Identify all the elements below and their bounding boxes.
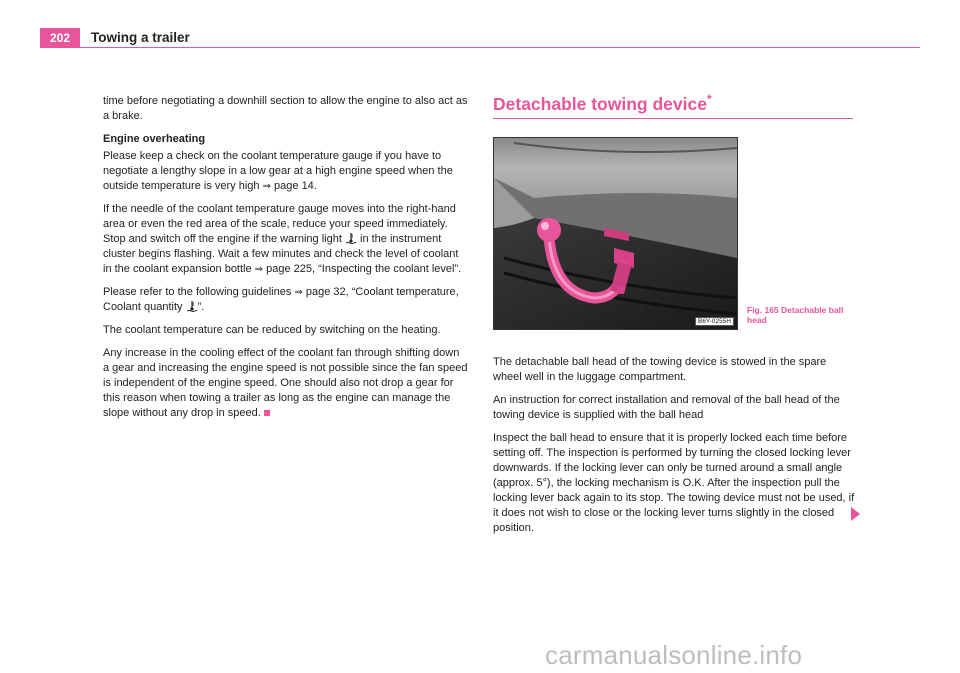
overheat-paragraph-1 [103, 149, 468, 194]
page-ref-link[interactable]: page 225, “Inspecting the coolant level”. [263, 263, 462, 275]
arrow-icon: ⇒ [294, 287, 303, 298]
towing-device-figure [493, 137, 738, 330]
header-divider [40, 47, 920, 48]
coolant-warning-icon [345, 232, 357, 244]
text-run: Please refer to the following guidelines [103, 286, 295, 298]
text-run: Any increase in the cooling effect of the coolant fan through shifting down a gear and increasing the engine speed is not possible since the fan speed is independent of the engine speed. One should also not drop a gear for this reason when towing a trailer as long as the engine can manage the slope without any drop in speed. [103, 347, 468, 419]
right-column [493, 355, 855, 544]
text-run: Please keep a check on the coolant temperature gauge if you have to negotiate a lengthy slope in a low gear at a high engine speed when the outside temperature is very high [103, 150, 453, 192]
figure-code: B6Y-0255H [695, 317, 734, 326]
instruction-paragraph: An instruction for correct installation and removal of the ball head of the towing device is supplied with the ball head [493, 394, 840, 421]
page-ref-link[interactable]: page 32, “Coolant temperature, Coolant quantity [103, 286, 459, 313]
text-run: If the needle of the coolant temperature gauge moves into the right-hand area or even the red area of the scale, reduce your speed immediately. Stop and switch off the engine if the warning light [103, 203, 456, 245]
coolant-level-icon [186, 300, 198, 312]
section-divider [493, 118, 853, 119]
heating-paragraph: The coolant temperature can be reduced by switching on the heating. [103, 324, 441, 336]
intro-paragraph: time before negotiating a downhill section to allow the engine to also act as a brake. [103, 95, 468, 122]
section-title-text: Detachable towing device [493, 93, 707, 114]
inspection-paragraph: Inspect the ball head to ensure that it is properly locked each time before setting off. The inspection is performed by turning the closed locking lever downwards. If the locking lever can only be turned around a small angle (approx. 5°), the locking mechanism is O.K. After the inspection pull the locking lever back again to its stop. The towing device must not be used, if it does not wish to close or the locking lever turns slightly in the closed position. [493, 432, 855, 534]
page-header-title: Towing a trailer [91, 30, 190, 45]
section-end-marker [264, 410, 270, 416]
section-title [493, 92, 712, 115]
overheat-heading: Engine overheating [103, 133, 206, 145]
text-run: in the instrument cluster begins flashing. Wait a few minutes and check the level of coolant in the coolant expansion bottle [103, 233, 459, 275]
overheat-paragraph-2 [103, 202, 468, 277]
arrow-icon: ⇒ [254, 264, 264, 275]
overheat-paragraph-3 [103, 285, 468, 315]
ball-head-illustration [494, 138, 737, 329]
fan-paragraph [103, 346, 468, 421]
figure-caption: Fig. 165 Detachable ball head [747, 305, 844, 325]
page-number: 202 [40, 28, 80, 48]
left-column [103, 94, 468, 429]
text-run: ”. [197, 301, 205, 313]
stowage-paragraph: The detachable ball head of the towing device is stowed in the spare wheel well in the luggage compartment. [493, 356, 827, 383]
continue-arrow-icon [851, 507, 860, 521]
page-ref-link[interactable]: page 14. [270, 180, 317, 192]
watermark: carmanualsonline.info [545, 640, 803, 670]
optional-equipment-star: * [706, 92, 712, 106]
arrow-icon: ⇒ [262, 181, 271, 192]
